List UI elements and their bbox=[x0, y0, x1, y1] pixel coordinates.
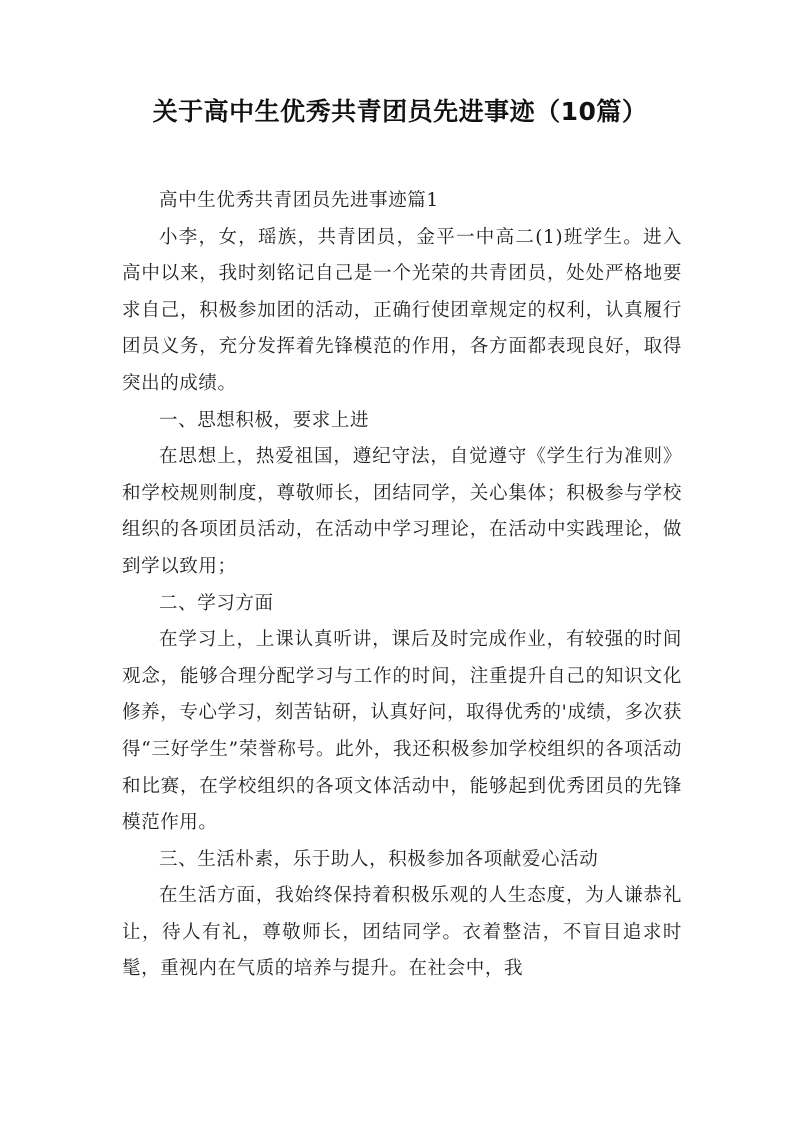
subheading-study: 二、学习方面 bbox=[159, 592, 274, 614]
paragraph-thought: 在思想上，热爱祖国，遵纪守法，自觉遵守《学生行为准则》和学校规则制度，尊敬师长，团结同学，关心集体；积极参与学校组织的各项团员活动，在活动中学习理论，在活动中实践理论，做到学以致用； bbox=[122, 446, 682, 577]
intro-paragraph: 小李，女，瑶族，共青团员，金平一中高二(1)班学生。进入高中以来，我时刻铭记自己是一个光荣的共青团员，处处严格地要求自己，积极参加团的活动，正确行使团章规定的权利，认真履行团员义务，充分发挥着先锋模范的作用，各方面都表现良好，取得突出的成绩。 bbox=[122, 226, 682, 394]
subheading-life: 三、生活朴素，乐于助人，积极参加各项献爱心活动 bbox=[159, 848, 599, 870]
document-title: 关于高中生优秀共青团员先进事迹（10篇） bbox=[152, 97, 648, 126]
document-body bbox=[122, 183, 682, 988]
paragraph-study: 在学习上，上课认真听讲，课后及时完成作业，有较强的时间观念，能够合理分配学习与工作的时间，注重提升自己的知识文化修养，专心学习，刻苦钻研，认真好问，取得优秀的'成绩，多次获得“三好学生”荣誉称号。此外，我还积极参加学校组织的各项活动和比赛，在学校组织的各项文体活动中，能够起到优秀团员的先锋模范作用。 bbox=[122, 629, 682, 834]
section-heading: 高中生优秀共青团员先进事迹篇1 bbox=[159, 190, 439, 211]
paragraph-life: 在生活方面，我始终保持着积极乐观的人生态度，为人谦恭礼让，待人有礼，尊敬师长，团结同学。衣着整洁，不盲目追求时髦，重视内在气质的培养与提升。在社会中，我 bbox=[122, 885, 682, 980]
subheading-thought: 一、思想积极，要求上进 bbox=[159, 409, 370, 431]
